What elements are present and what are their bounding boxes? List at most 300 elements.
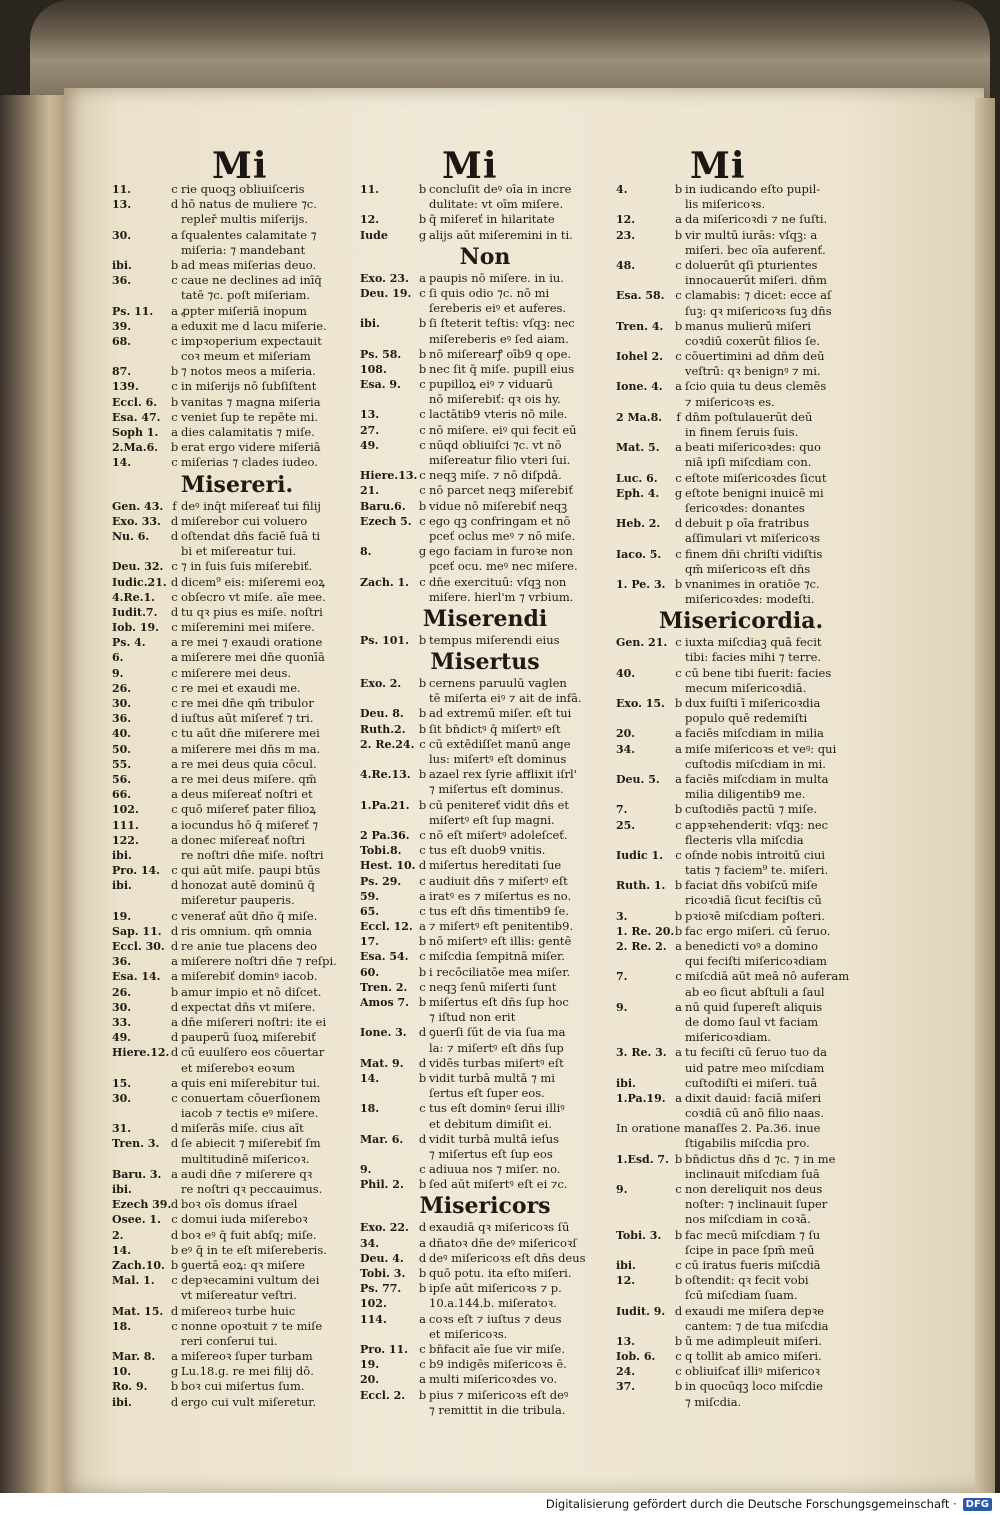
verse-reference: ibi.: [112, 848, 132, 862]
concordance-line: [616, 1273, 866, 1288]
line-text: miſerās miſe. cius aīt: [181, 1121, 304, 1136]
concordance-line: [360, 438, 610, 453]
section-letter: b: [674, 1273, 683, 1288]
section-letter: c: [419, 843, 426, 858]
verse-reference: Ezech 39.: [112, 1198, 172, 1212]
concordance-line: [112, 575, 362, 590]
verse-reference: [360, 453, 416, 468]
section-letter: c: [171, 333, 178, 348]
verse-reference: [616, 893, 672, 908]
page-stack-edge: [975, 98, 995, 1493]
section-letter: [672, 334, 685, 349]
section-letter: d: [418, 858, 427, 873]
section-letter: b: [418, 721, 427, 736]
concordance-line: [616, 1136, 866, 1151]
verse-reference: 1.Pa.19.: [616, 1091, 666, 1105]
line-text: faciēs miſcdiam in multa: [685, 771, 829, 786]
concordance-line: [616, 772, 866, 787]
line-text: cantem: ⁊ de tua miſcdia: [685, 1318, 829, 1333]
concordance-line: [112, 1152, 362, 1167]
verse-reference: [616, 304, 672, 319]
concordance-line: [112, 273, 362, 288]
section-letter: c: [419, 949, 426, 964]
concordance-line: [616, 1243, 866, 1258]
line-text: cuſtodiēs pactū ⁊ miſe.: [685, 802, 818, 817]
concordance-line: [112, 334, 362, 349]
line-text: miſerere mei dn̄s m ma.: [181, 741, 321, 756]
section-letter: a: [419, 919, 426, 934]
section-letter: d: [418, 1250, 427, 1265]
verse-reference: 21.: [360, 484, 380, 498]
verse-reference: [616, 985, 672, 1000]
section-letter: a: [419, 270, 426, 285]
concordance-line: [112, 757, 362, 772]
concordance-line: [616, 273, 866, 288]
section-letter: c: [171, 726, 178, 741]
line-text: miſerere mei dn̄e quonīā: [181, 650, 325, 665]
verse-reference: [360, 813, 416, 828]
line-text: impꝛoperium expectauit: [181, 333, 322, 348]
line-text: aſſimulari vt miſericoꝛs: [685, 531, 821, 546]
concordance-line: [112, 1288, 362, 1303]
line-text: dixit dauid: faciā miſeri: [685, 1090, 822, 1105]
line-text: flecteris vlla miſcdia: [685, 832, 804, 847]
verse-reference: [616, 1288, 672, 1303]
concordance-line: [616, 1288, 866, 1303]
verse-reference: [616, 1030, 672, 1045]
book-top-edge: [30, 0, 990, 100]
section-letter: c: [419, 1341, 426, 1356]
concordance-line: [616, 212, 866, 227]
verse-reference: 114.: [360, 1312, 387, 1326]
concordance-column-2: [360, 182, 610, 1418]
line-text: iocundus hō q̄ miſereť ⁊: [181, 817, 319, 832]
line-text: ricoꝛdiā ſicut feciſtis cū: [685, 893, 822, 908]
section-letter: a: [675, 379, 682, 394]
line-text: rie quoqꝫ obliuiſceris: [181, 182, 305, 196]
verse-reference: 12.: [360, 213, 380, 227]
section-letter: a: [171, 650, 178, 665]
line-text: boꝛ eꝰ q̄ fuit abſq; miſe.: [181, 1227, 317, 1242]
section-letter: b: [170, 1257, 179, 1272]
verse-reference: [616, 833, 672, 848]
verse-reference: Iob. 19.: [112, 621, 159, 635]
verse-reference: [616, 1015, 672, 1030]
verse-reference: [616, 501, 672, 516]
section-letter: [672, 243, 685, 258]
line-text: cū bene tibi fuerit: facies: [685, 665, 832, 680]
section-letter: a: [419, 888, 426, 903]
verse-reference: 25.: [616, 818, 636, 832]
line-text: ꝯuertā eoꝝ: qꝛ miſere: [181, 1257, 305, 1272]
concordance-line: [616, 878, 866, 893]
section-letter: f: [172, 498, 177, 513]
verse-reference: 9.: [112, 666, 124, 680]
concordance-line: [616, 1379, 866, 1394]
line-text: pupilloꝝ eiꝰ ⁊ viduarū: [429, 377, 553, 392]
verse-reference: 20.: [360, 1373, 380, 1387]
concordance-line: [616, 1197, 866, 1212]
concordance-line: [112, 1030, 362, 1045]
line-text: iuſtus aūt miſereť ⁊ tri.: [181, 711, 314, 726]
verse-reference: 139.: [112, 380, 139, 394]
concordance-line: [360, 1056, 610, 1071]
verse-reference: 11.: [112, 183, 132, 196]
line-text: re noſtri dn̄e miſe. noſtri: [181, 847, 324, 862]
line-text: audi dn̄e ⁊ miſerere qꝛ: [181, 1166, 313, 1181]
section-letter: c: [419, 736, 426, 751]
concordance-line: [112, 742, 362, 757]
section-letter: c: [675, 969, 682, 984]
section-letter: b: [418, 632, 427, 647]
line-text: b9 indigēs miſericoꝛs ē.: [429, 1357, 567, 1372]
line-text: coꝛ meum et miſeriam: [181, 349, 311, 364]
section-letter: a: [675, 1090, 682, 1105]
concordance-line: [360, 590, 610, 605]
line-text: miſericoꝛdes: modeſti.: [685, 592, 815, 607]
concordance-line: [360, 1388, 610, 1403]
line-text: tatis ⁊ faciem⁹ te. miſeri.: [685, 863, 829, 878]
line-text: veſtrū: qꝛ benignꝰ ⁊ mi.: [685, 364, 821, 379]
verse-reference: ibi.: [112, 258, 132, 272]
concordance-line: [112, 1304, 362, 1319]
concordance-line: [112, 985, 362, 1000]
verse-reference: Tren. 3.: [112, 1137, 160, 1151]
line-text: dies calamitatis ⁊ miſe.: [181, 425, 315, 439]
section-letter: d: [170, 1303, 179, 1318]
line-text: miſerebor cui voluero: [181, 513, 308, 528]
verse-reference: [616, 334, 672, 349]
section-letter: c: [675, 1364, 682, 1379]
concordance-line: [616, 635, 866, 650]
section-letter: [672, 304, 685, 319]
section-letter: c: [419, 468, 426, 483]
line-text: nec ſit q̄ miſe. pupill eius: [429, 361, 575, 376]
verse-reference: Ruth. 1.: [616, 879, 666, 893]
line-text: hō natus de muliere ⁊c.: [181, 197, 317, 212]
concordance-line: [360, 468, 610, 483]
line-text: fac mecū miſcdiam ⁊ ſu: [685, 1227, 821, 1242]
verse-reference: [360, 752, 416, 767]
verse-reference: Exo. 23.: [360, 271, 409, 285]
verse-reference: Eph. 4.: [616, 486, 660, 500]
verse-reference: Ps. 77.: [360, 1282, 402, 1296]
section-letter: c: [171, 863, 178, 878]
concordance-line: [360, 949, 610, 964]
verse-reference: 1. Pe. 3.: [616, 577, 666, 591]
concordance-line: [616, 985, 866, 1000]
concordance-line: [360, 483, 610, 498]
section-letter: d: [170, 574, 179, 589]
verse-reference: Ezech 5.: [360, 514, 412, 528]
verse-reference: 4.: [616, 183, 628, 196]
concordance-line: [616, 696, 866, 711]
line-text: re mei deus quia cōcul.: [181, 756, 317, 771]
concordance-line: [360, 1101, 610, 1116]
section-letter: [168, 544, 181, 559]
line-text: lis miſericoꝛs.: [685, 197, 766, 212]
verse-reference: Pro. 11.: [360, 1342, 409, 1356]
verse-reference: Iohel 2.: [616, 350, 663, 364]
line-text: dn̄e exercituū: vſqꝫ non: [429, 574, 567, 589]
section-letter: c: [675, 288, 682, 303]
footer-bar: [0, 1493, 1000, 1515]
section-letter: c: [419, 377, 426, 392]
section-letter: [168, 349, 181, 364]
concordance-line: [616, 666, 866, 681]
section-letter: b: [674, 182, 683, 196]
line-text: bi et miſereatur tui.: [181, 544, 297, 559]
concordance-line: [616, 319, 866, 334]
concordance-line: [360, 691, 610, 706]
concordance-line: [112, 848, 362, 863]
verse-reference: Ps. 11.: [112, 304, 154, 318]
concordance-line: [360, 347, 610, 362]
verse-reference: Iudic 1.: [616, 848, 664, 862]
concordance-line: [616, 924, 866, 939]
verse-reference: 7.: [616, 803, 628, 817]
verse-reference: [112, 288, 168, 303]
line-text: lus: miſertꝰ eſt dominus: [429, 752, 567, 766]
concordance-line: [112, 1045, 362, 1060]
line-text: miſereberis eꝰ ſed aiam.: [429, 331, 569, 346]
verse-reference: Deu. 4.: [360, 1251, 404, 1265]
verse-reference: Ps. 4.: [112, 636, 146, 650]
concordance-line: [112, 1319, 362, 1334]
verse-reference: Ro. 9.: [112, 1380, 148, 1394]
line-text: ſed aūt miſertꝰ eſt ei ⁊c.: [429, 1177, 568, 1192]
section-letter: [672, 197, 685, 212]
section-letter: c: [171, 409, 178, 424]
line-text: pauperū ſuoꝝ miſerebiť: [181, 1030, 316, 1045]
concordance-line: [360, 843, 610, 858]
concordance-line: [616, 455, 866, 470]
verse-reference: 39.: [112, 319, 132, 333]
verse-reference: Esa. 9.: [360, 378, 401, 392]
line-text: q̄ miſereť in hilaritate: [429, 212, 555, 227]
line-text: miſereoꝛ turbe huic: [181, 1303, 296, 1318]
concordance-line: [616, 547, 866, 562]
section-letter: b: [418, 995, 427, 1009]
section-letter: b: [418, 706, 427, 721]
section-letter: c: [171, 455, 178, 470]
concordance-line: [616, 562, 866, 577]
section-letter: a: [171, 969, 178, 984]
section-letter: a: [171, 771, 178, 786]
section-letter: a: [675, 726, 682, 741]
line-text: noſter: ⁊ inclinauit ſuper: [685, 1197, 828, 1212]
section-letter: [168, 1061, 181, 1076]
line-text: ipſe aūt miſericoꝛs ⁊ p.: [429, 1281, 562, 1296]
section-letter: d: [170, 999, 179, 1014]
concordance-line: [360, 228, 610, 243]
line-text: tē miſerta eiꝰ ⁊ ait de infā.: [429, 691, 582, 706]
section-letter: b: [170, 394, 179, 409]
verse-reference: 13.: [360, 408, 380, 422]
verse-reference: 36.: [112, 955, 132, 969]
verse-reference: Esa. 54.: [360, 950, 409, 964]
section-letter: d: [170, 878, 179, 893]
verse-reference: ibi.: [112, 879, 132, 893]
section-letter: a: [675, 939, 682, 953]
line-text: ſcio quia tu deus clemēs: [685, 379, 827, 394]
section-letter: [168, 1334, 181, 1349]
verse-reference: Ps. 101.: [360, 633, 409, 647]
section-letter: c: [675, 1349, 682, 1364]
section-letter: [168, 243, 181, 258]
section-letter: c: [171, 589, 178, 604]
line-text: adiuua nos ⁊ miſer. no.: [429, 1162, 561, 1177]
line-text: nō miſerebiť: qꝛ ois hy.: [429, 392, 561, 407]
verse-reference: Luc. 6.: [616, 471, 658, 485]
section-letter: c: [171, 559, 178, 574]
section-letter: b: [674, 802, 683, 817]
section-letter: b: [418, 182, 427, 196]
verse-reference: [112, 1288, 168, 1303]
line-text: miſcdiā aūt meā nō auferam: [685, 969, 850, 984]
section-letter: d: [674, 1303, 683, 1318]
line-text: re mei ⁊ exaudi oratione: [181, 635, 323, 650]
verse-reference: [360, 590, 416, 605]
concordance-line: [112, 212, 362, 227]
verse-reference: 2.Ma.6.: [112, 441, 159, 455]
concordance-line: [616, 1304, 866, 1319]
concordance-line: [360, 1177, 610, 1192]
verse-reference: [616, 711, 672, 726]
line-text: pius ⁊ miſericoꝛs eſt deꝰ: [429, 1387, 569, 1402]
section-letter: c: [419, 407, 426, 422]
section-letter: b: [418, 1281, 427, 1296]
section-letter: a: [675, 212, 682, 227]
line-text: ꝯuerſi ſūt de via ſua ma: [429, 1025, 566, 1040]
concordance-line: [360, 286, 610, 301]
section-letter: f: [676, 409, 681, 424]
line-text: eſtote benigni inuicē mi: [685, 485, 824, 500]
section-letter: [672, 1106, 685, 1121]
concordance-line: [112, 1212, 362, 1227]
section-letter: [672, 1288, 685, 1303]
section-letter: c: [171, 680, 178, 695]
concordance-line: [112, 1258, 362, 1273]
concordance-line: [616, 334, 866, 349]
verse-reference: 23.: [616, 228, 636, 242]
concordance-line: [616, 1015, 866, 1030]
verse-reference: 19.: [360, 1358, 380, 1372]
verse-reference: 14.: [112, 456, 132, 470]
section-letter: [672, 531, 685, 546]
line-text: ⁊ remittit in die tribula.: [429, 1402, 566, 1417]
section-letter: c: [171, 696, 178, 710]
section-letter: c: [675, 1182, 682, 1196]
line-text: miſere. hierl'm ⁊ vrbium.: [429, 589, 574, 604]
section-letter: c: [171, 1273, 178, 1288]
verse-reference: [112, 243, 168, 258]
line-text: manus mulierū miſeri: [685, 318, 811, 333]
verse-reference: [360, 529, 416, 544]
concordance-line: [112, 802, 362, 817]
verse-reference: Phil. 2.: [360, 1178, 404, 1192]
concordance-line: [112, 590, 362, 605]
line-text: i recōciliatōe mea miſer.: [429, 964, 571, 979]
concordance-line: [616, 395, 866, 410]
concordance-line: [360, 1357, 610, 1372]
line-text: ⁊ miſericoꝛs es.: [685, 394, 775, 409]
verse-reference: [616, 425, 672, 440]
verse-reference: 55.: [112, 757, 132, 771]
section-letter: a: [171, 1166, 178, 1181]
section-letter: b: [418, 1177, 427, 1192]
section-letter: [672, 1030, 685, 1045]
line-text: cuſtodiſti ei miſeri. tuā: [685, 1075, 818, 1090]
concordance-line: [112, 1000, 362, 1015]
section-letter: [416, 453, 429, 468]
verse-reference: Hiere.12.: [112, 1046, 170, 1060]
section-letter: d: [170, 1197, 179, 1212]
section-letter: c: [419, 1162, 426, 1177]
line-text: ab eo ſicut abſtuli a ſaul: [685, 984, 825, 999]
section-letter: d: [170, 1121, 179, 1136]
section-letter: b: [674, 908, 683, 923]
concordance-line: [616, 1000, 866, 1015]
concordance-line: [112, 1334, 362, 1349]
line-text: innocauerūt miſeri. dn̄m: [685, 273, 827, 288]
section-letter: c: [419, 827, 426, 842]
line-text: ⁊ in ſuis ſuis miſerebiť.: [181, 559, 313, 574]
section-letter: c: [675, 1257, 682, 1272]
verse-reference: ibi.: [616, 1258, 636, 1272]
section-letter: c: [675, 546, 682, 561]
concordance-line: [616, 711, 866, 726]
verse-reference: 102.: [112, 803, 139, 817]
section-letter: [416, 197, 429, 212]
section-letter: c: [675, 817, 682, 832]
concordance-line: [360, 301, 610, 316]
section-letter: [672, 501, 685, 516]
section-letter: a: [419, 1235, 426, 1250]
verse-reference: Tobi. 3.: [360, 1267, 406, 1280]
section-letter: a: [675, 741, 682, 756]
section-letter: [168, 1152, 181, 1167]
line-text: reri conſerui tui.: [181, 1333, 278, 1348]
line-text: ego qꝫ confringam et nō: [429, 513, 571, 528]
section-letter: b: [170, 364, 179, 379]
line-text: miſeria: ⁊ mandebant: [181, 242, 306, 257]
line-text: ſcipe in pace ſpm̄ meū: [685, 1242, 815, 1257]
verse-reference: Baru.6.: [360, 499, 406, 513]
line-text: 10.a.144.b. miſeratoꝛ.: [429, 1296, 557, 1311]
concordance-line: [112, 772, 362, 787]
section-letter: a: [419, 1311, 426, 1326]
section-heading: Miserendi: [422, 605, 548, 632]
section-letter: a: [675, 440, 682, 455]
section-letter: c: [419, 873, 426, 888]
line-text: multi miſericoꝛdes vo.: [429, 1372, 558, 1387]
concordance-line: [112, 1091, 362, 1106]
section-letter: b: [418, 316, 427, 331]
concordance-line: [112, 726, 362, 741]
verse-reference: Nu. 6.: [112, 529, 150, 543]
section-letter: [416, 590, 429, 605]
concordance-line: [616, 681, 866, 696]
verse-reference: 9.: [616, 1000, 628, 1014]
line-text: la: ⁊ miſertꝰ eſt dn̄s ſup: [429, 1040, 564, 1055]
concordance-line: [616, 243, 866, 258]
concordance-line: [360, 544, 610, 559]
section-letter: b: [418, 934, 427, 949]
line-text: neqꝫ ſenū miſerti ſunt: [429, 979, 557, 994]
concordance-line: [616, 848, 866, 863]
concordance-line: [616, 650, 866, 665]
